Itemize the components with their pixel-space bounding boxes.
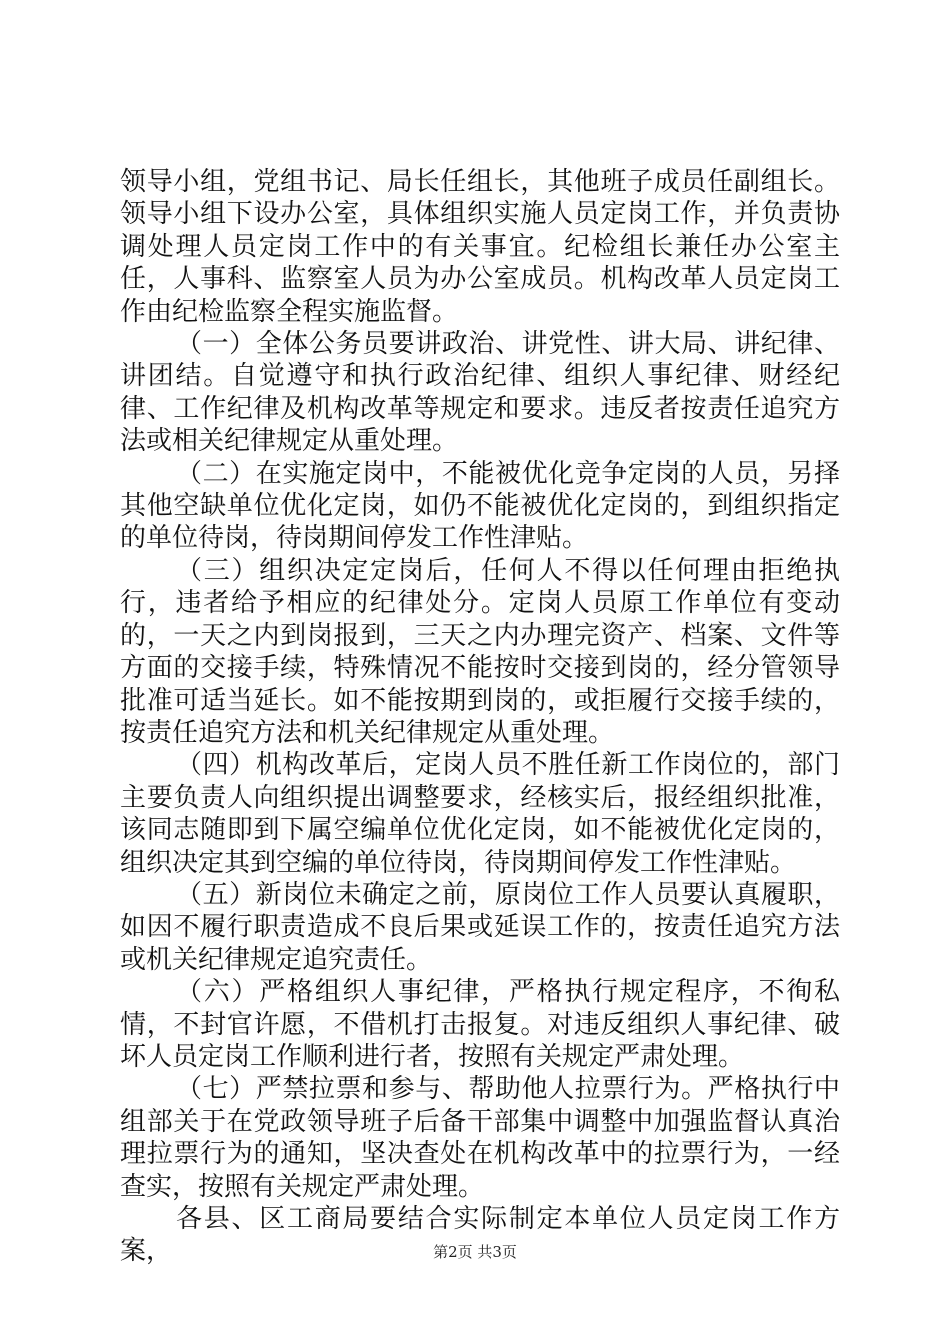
- paragraph-item-3: （三）组织决定定岗后，任何人不得以任何理由拒绝执行，违者给予相应的纪律处分。定岗人员原工作单位有变动的，一天之内到岗报到，三天之内办理完资产、档案、文件等方面的交接手续，特殊情况不能按时交接到岗的，经分管领导批准可适当延长。如不能按期到岗的，或拒履行交接手续的，按责任追究方法和机关纪律规定从重处理。: [120, 555, 840, 748]
- paragraph-item-1: （一）全体公务员要讲政治、讲党性、讲大局、讲纪律、讲团结。自觉遵守和执行政治纪律、组织人事纪律、财经纪律、工作纪律及机构改革等规定和要求。违反者按责任追究方法或相关纪律规定从重处理。: [120, 329, 840, 457]
- document-body: [120, 166, 840, 1268]
- paragraph-item-2: （二）在实施定岗中，不能被优化竞争定岗的人员，另择其他空缺单位优化定岗，如仍不能被优化定岗的，到组织指定的单位待岗，待岗期间停发工作性津贴。: [120, 458, 840, 554]
- paragraph-item-7: （七）严禁拉票和参与、帮助他人拉票行为。严格执行中组部关于在党政领导班子后备干部集中调整中加强监督认真治理拉票行为的通知，坚决查处在机构改革中的拉票行为，一经查实，按照有关规定严肃处理。: [120, 1074, 840, 1202]
- page-number-footer: 第2页 共3页: [433, 1243, 517, 1261]
- paragraph-continuation: 领导小组，党组书记、局长任组长，其他班子成员任副组长。领导小组下设办公室，具体组织实施人员定岗工作，并负责协调处理人员定岗工作中的有关事宜。纪检组长兼任办公室主任，人事科、监察室人员为办公室成员。机构改革人员定岗工作由纪检监察全程实施监督。: [120, 167, 840, 327]
- paragraph-item-4: （四）机构改革后，定岗人员不胜任新工作岗位的，部门主要负责人向组织提出调整要求，经核实后，报经组织批准，该同志随即到下属空编单位优化定岗，如不能被优化定岗的，组织决定其到空编的单位待岗，待岗期间停发工作性津贴。: [120, 750, 840, 878]
- paragraph-item-5: （五）新岗位未确定之前，原岗位工作人员要认真履职，如因不履行职责造成不良后果或延误工作的，按责任追究方法或机关纪律规定追究责任。: [120, 879, 840, 975]
- paragraph-closing: 各县、区工商局要结合实际制定本单位人员定岗工作方案，: [120, 1204, 840, 1267]
- paragraph-item-6: （六）严格组织人事纪律，严格执行规定程序，不徇私情，不封官许愿，不借机打击报复。对违反组织人事纪律、破坏人员定岗工作顺利进行者，按照有关规定严肃处理。: [120, 977, 840, 1072]
